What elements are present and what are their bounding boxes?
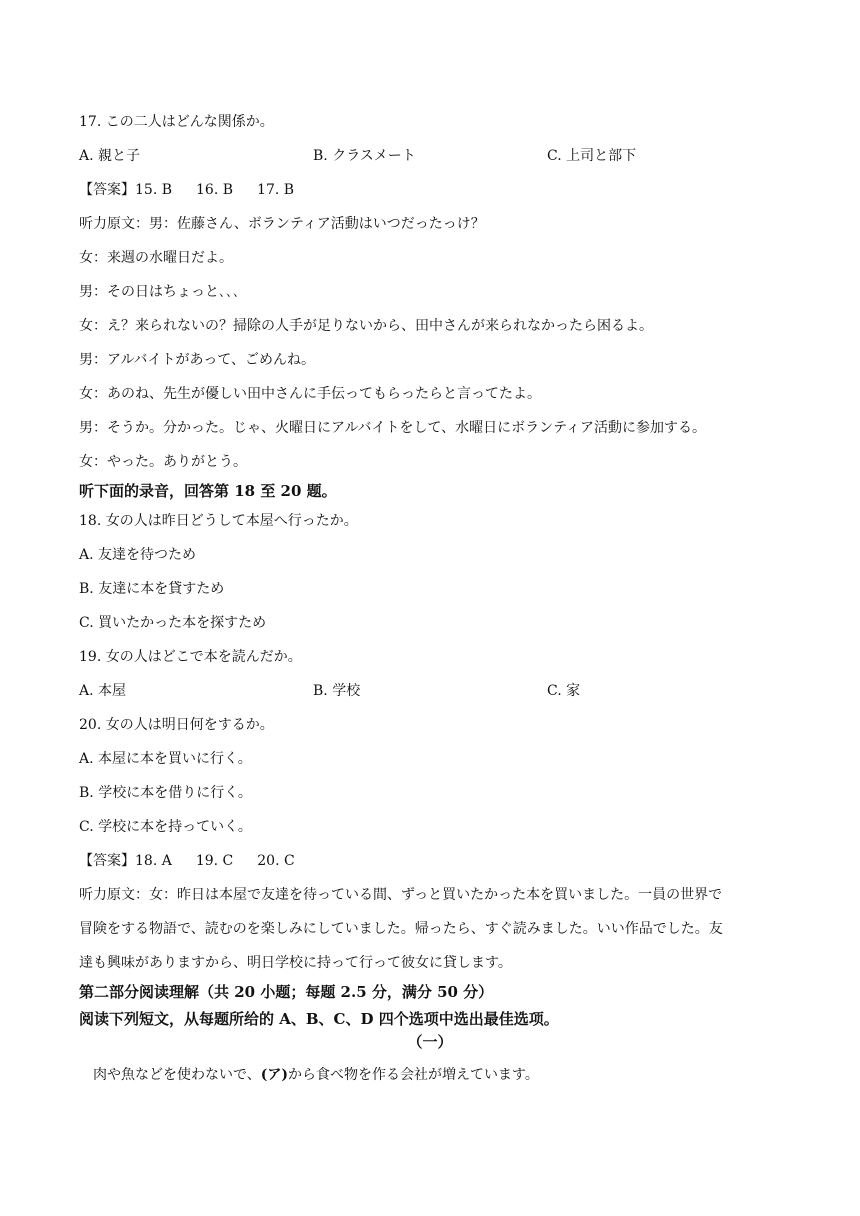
transcript-line: 男：アルバイトがあって、ごめんね。 — [79, 352, 316, 368]
q18-option-c: C. 買いたかった本を探すため — [79, 615, 267, 631]
question-19: 19. 女の人はどこで本を読んだか。 — [79, 649, 302, 665]
q20-option-b: B. 学校に本を借りに行く。 — [79, 785, 252, 801]
answer-item: 16. B — [196, 182, 234, 198]
q19-option-c: C. 家 — [547, 683, 581, 699]
q19-option-b: B. 学校 — [313, 683, 361, 699]
transcript-line: 女：え？来られないの？掃除の人手が足りないから、田中さんが来られなかったら困るよ。 — [79, 318, 653, 334]
q17-option-c: C. 上司と部下 — [547, 148, 637, 164]
q18-option-a: A. 友達を待つため — [79, 547, 197, 563]
answer-15-17 — [79, 181, 318, 199]
transcript-line: 女：やった。ありがとう。 — [79, 454, 247, 470]
transcript-line: 女：来週の水曜日だよ。 — [79, 250, 233, 266]
passage-text: 肉や魚などを使わないで、 — [93, 1067, 261, 1083]
transcript-line: 女：あのね、先生が優しい田中さんに手伝ってもらったらと言ってたよ。 — [79, 386, 541, 402]
question-17: 17. この二人はどんな関係か。 — [79, 114, 274, 130]
answer-label: 【答案】 — [79, 182, 135, 198]
blank-marker: (ア) — [260, 1067, 288, 1083]
q20-option-c: C. 学校に本を持っていく。 — [79, 819, 252, 835]
q20-option-a: A. 本屋に本を買いに行く。 — [79, 751, 252, 767]
q17-option-b: B. クラスメート — [313, 148, 416, 164]
transcript-line: 男：その日はちょっと､､､ — [79, 284, 240, 300]
transcript-line: 冒険をする物語で、読むのを楽しみにしていました。帰ったら、すぐ読みました。いい作品でした。友 — [79, 921, 723, 937]
q17-option-a: A. 親と子 — [79, 148, 141, 164]
passage-number: （一） — [407, 1033, 453, 1051]
passage-first-line — [93, 1066, 539, 1084]
section-heading: 听下面的录音，回答第 18 至 20 题。 — [79, 482, 337, 500]
passage-text: から食べ物を作る会社が増えています。 — [287, 1067, 539, 1083]
answer-item: 15. B — [135, 182, 173, 198]
q18-option-b: B. 友達に本を貸すため — [79, 581, 225, 597]
transcript-line: 听力原文：女：昨日は本屋で友達を待っている間、ずっと買いたかった本を買いました。一員の世界で — [79, 887, 723, 903]
answer-item: 19. C — [195, 853, 234, 869]
answer-item: 20. C — [257, 853, 295, 869]
answer-item: 18. A — [135, 853, 172, 869]
part2-instruction: 阅读下列短文，从每题所给的 A、B、C、D 四个选项中选出最佳选项。 — [79, 1010, 559, 1028]
answer-label: 【答案】 — [79, 853, 135, 869]
question-18: 18. 女の人は昨日どうして本屋へ行ったか。 — [79, 513, 358, 529]
transcript-line: 听力原文：男：佐藤さん、ボランティア活動はいつだったっけ？ — [79, 216, 485, 232]
q19-option-a: A. 本屋 — [79, 683, 127, 699]
part2-heading: 第二部分阅读理解（共 20 小题；每题 2.5 分，满分 50 分） — [79, 983, 494, 1001]
answer-item: 17. B — [257, 182, 295, 198]
answer-18-20 — [79, 852, 319, 870]
transcript-line: 達も興味がありますから、明日学校に持って行って彼女に貸します。 — [79, 955, 512, 971]
transcript-line: 男：そうか。分かった。じゃ、火曜日にアルバイトをして、水曜日にボランティア活動に参加する。 — [79, 420, 707, 436]
question-20: 20. 女の人は明日何をするか。 — [79, 717, 274, 733]
